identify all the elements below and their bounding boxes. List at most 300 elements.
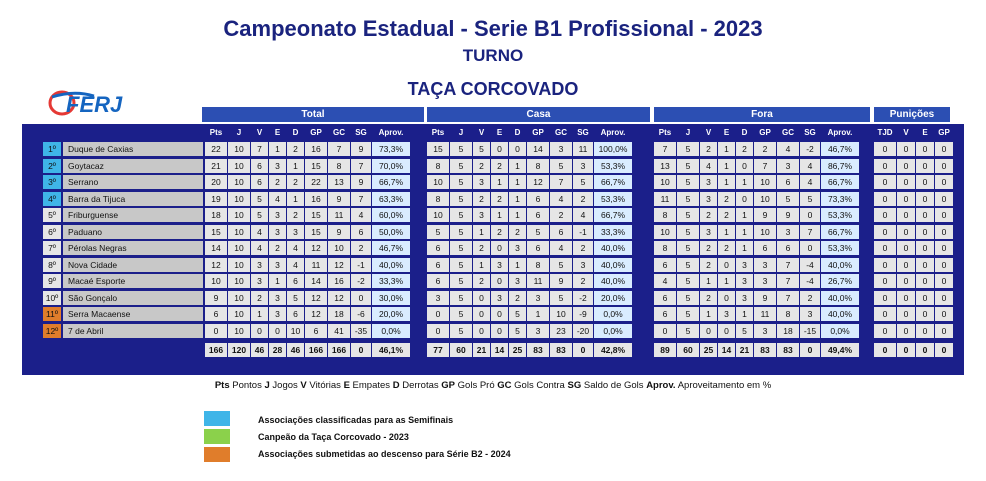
punicoes-cell: 0	[916, 142, 934, 156]
total-v-cell: 6	[251, 175, 268, 189]
table-row	[43, 158, 953, 174]
casa-sg-cell: 3	[573, 258, 593, 272]
casa-e-cell: 2	[491, 159, 508, 173]
table-row	[43, 240, 953, 256]
total-pts-cell: 0	[205, 324, 227, 338]
punicoes-cell: 0	[935, 343, 953, 357]
casa-j-cell: 5	[450, 208, 472, 222]
fora-aprov-cell: 40,0%	[821, 258, 859, 272]
punicoes-cell: 0	[874, 142, 896, 156]
punicoes-cell: 0	[897, 175, 915, 189]
fora-j-cell: 5	[677, 307, 699, 321]
position-cell: 6º	[43, 225, 61, 239]
fora-pts-cell: 8	[654, 208, 676, 222]
fora-v-cell: 1	[700, 274, 717, 288]
total-v-cell: 5	[251, 192, 268, 206]
group-total: Total	[202, 107, 424, 122]
position-cell: 11º	[43, 307, 61, 321]
fora-d-cell: 3	[736, 274, 753, 288]
fora-j-cell: 5	[677, 241, 699, 255]
total-gc-cell: 11	[328, 208, 350, 222]
punicoes-cell: 0	[897, 324, 915, 338]
casa-sg-cell: -9	[573, 307, 593, 321]
total-e-cell: 2	[269, 175, 286, 189]
casa-d-cell: 2	[509, 225, 526, 239]
abbrev-key: GP	[441, 380, 456, 391]
total-v-cell: 5	[251, 208, 268, 222]
punicoes-cell: 0	[874, 307, 896, 321]
casa-j-cell: 5	[450, 142, 472, 156]
casa-j-cell: 5	[450, 274, 472, 288]
total-e-cell: 3	[269, 208, 286, 222]
total-pts-cell: 21	[205, 159, 227, 173]
header-total-6: GC	[333, 128, 345, 137]
casa-j-cell: 60	[450, 343, 472, 357]
total-pts-cell: 12	[205, 258, 227, 272]
fora-v-cell: 2	[700, 258, 717, 272]
casa-pts-cell: 10	[427, 208, 449, 222]
team-name: São Gonçalo	[63, 291, 203, 305]
casa-gc-cell: 6	[550, 225, 572, 239]
punicoes-cell: 0	[916, 241, 934, 255]
total-d-cell: 4	[287, 241, 304, 255]
total-d-cell: 5	[287, 291, 304, 305]
casa-pts-cell: 3	[427, 291, 449, 305]
fora-gc-cell: 18	[777, 324, 799, 338]
punicoes-cell: 0	[874, 324, 896, 338]
casa-sg-cell: -20	[573, 324, 593, 338]
fora-sg-cell: 0	[800, 208, 820, 222]
header-fora-4: D	[741, 128, 748, 137]
total-gc-cell: 13	[328, 175, 350, 189]
legend-text-semifinal: Associações classificadas para as Semifinais	[258, 415, 454, 425]
casa-gc-cell: 3	[550, 142, 572, 156]
punicoes-cell: 0	[897, 307, 915, 321]
fora-gc-cell: 7	[777, 291, 799, 305]
total-sg-cell: -35	[351, 324, 371, 338]
casa-gp-cell: 14	[527, 142, 549, 156]
total-gc-cell: 166	[328, 343, 350, 357]
punicoes-cell: 0	[897, 225, 915, 239]
fora-gc-cell: 8	[777, 307, 799, 321]
casa-gp-cell: 6	[527, 192, 549, 206]
total-d-cell: 1	[287, 192, 304, 206]
punicoes-cell: 0	[916, 159, 934, 173]
total-aprov-cell: 63,3%	[372, 192, 410, 206]
legend-text-champion: Canpeão da Taça Corcovado - 2023	[258, 432, 409, 442]
table-row	[43, 290, 953, 306]
total-aprov-cell: 33,3%	[372, 274, 410, 288]
fora-d-cell: 1	[736, 175, 753, 189]
casa-e-cell: 2	[491, 225, 508, 239]
fora-gp-cell: 9	[754, 208, 776, 222]
fora-v-cell: 3	[700, 175, 717, 189]
fora-e-cell: 1	[718, 274, 735, 288]
abbrev-key: E	[343, 380, 350, 391]
casa-aprov-cell: 66,7%	[594, 208, 632, 222]
total-gc-cell: 7	[328, 142, 350, 156]
fora-sg-cell: -4	[800, 274, 820, 288]
punicoes-cell: 0	[916, 175, 934, 189]
fora-aprov-cell: 40,0%	[821, 291, 859, 305]
punicoes-cell: 0	[874, 159, 896, 173]
total-d-cell: 6	[287, 307, 304, 321]
fora-v-cell: 2	[700, 142, 717, 156]
fora-e-cell: 3	[718, 307, 735, 321]
casa-v-cell: 0	[473, 291, 490, 305]
casa-e-cell: 2	[491, 192, 508, 206]
casa-gc-cell: 5	[550, 291, 572, 305]
total-aprov-cell: 0,0%	[372, 324, 410, 338]
casa-d-cell: 3	[509, 241, 526, 255]
total-pts-cell: 9	[205, 291, 227, 305]
punicoes-cell: 0	[897, 258, 915, 272]
abbrev-value: Pontos	[232, 380, 262, 391]
punicoes-cell: 0	[874, 274, 896, 288]
abbrev-value: Jogos	[272, 380, 298, 391]
casa-gc-cell: 23	[550, 324, 572, 338]
team-name: Paduano	[63, 225, 203, 239]
casa-pts-cell: 5	[427, 225, 449, 239]
fora-sg-cell: -2	[800, 142, 820, 156]
position-cell: 7º	[43, 241, 61, 255]
casa-sg-cell: 2	[573, 192, 593, 206]
fora-v-cell: 3	[700, 225, 717, 239]
total-gp-cell: 22	[305, 175, 327, 189]
abbrev-key: J	[264, 380, 270, 391]
fora-j-cell: 5	[677, 274, 699, 288]
total-gp-cell: 12	[305, 241, 327, 255]
total-j-cell: 10	[228, 175, 250, 189]
fora-sg-cell: -15	[800, 324, 820, 338]
punicoes-cell: 0	[874, 225, 896, 239]
casa-sg-cell: 0	[573, 343, 593, 357]
casa-j-cell: 5	[450, 159, 472, 173]
header-fora-7: SG	[804, 128, 816, 137]
casa-gp-cell: 11	[527, 274, 549, 288]
fora-sg-cell: 4	[800, 175, 820, 189]
fora-e-cell: 2	[718, 208, 735, 222]
total-sg-cell: 0	[351, 291, 371, 305]
fora-sg-cell: 2	[800, 291, 820, 305]
casa-e-cell: 3	[491, 291, 508, 305]
fora-sg-cell: 4	[800, 159, 820, 173]
fora-e-cell: 0	[718, 258, 735, 272]
casa-sg-cell: 11	[573, 142, 593, 156]
punicoes-cell: 0	[916, 274, 934, 288]
fora-j-cell: 5	[677, 208, 699, 222]
team-name: Serra Macaense	[63, 307, 203, 321]
fora-pts-cell: 89	[654, 343, 676, 357]
header-punicoes-1: V	[903, 128, 909, 137]
fora-aprov-cell: 66,7%	[821, 225, 859, 239]
total-sg-cell: 6	[351, 225, 371, 239]
total-gp-cell: 16	[305, 192, 327, 206]
total-gc-cell: 9	[328, 225, 350, 239]
casa-aprov-cell: 20,0%	[594, 291, 632, 305]
total-j-cell: 10	[228, 192, 250, 206]
total-pts-cell: 22	[205, 142, 227, 156]
total-aprov-cell: 70,0%	[372, 159, 410, 173]
total-j-cell: 10	[228, 159, 250, 173]
casa-v-cell: 3	[473, 208, 490, 222]
table-row	[43, 174, 953, 190]
casa-aprov-cell: 100,0%	[594, 142, 632, 156]
casa-gp-cell: 83	[527, 343, 549, 357]
legend-text-relegation: Associações submetidas ao descenso para Série B2 - 2024	[258, 449, 511, 459]
fora-gc-cell: 83	[777, 343, 799, 357]
punicoes-cell: 0	[897, 142, 915, 156]
table-row	[43, 224, 953, 240]
fora-gp-cell: 11	[754, 307, 776, 321]
casa-e-cell: 0	[491, 307, 508, 321]
position-cell: 5º	[43, 208, 61, 222]
punicoes-cell: 0	[935, 258, 953, 272]
casa-d-cell: 1	[509, 208, 526, 222]
total-aprov-cell: 46,1%	[372, 343, 410, 357]
casa-pts-cell: 6	[427, 241, 449, 255]
fora-aprov-cell: 49,4%	[821, 343, 859, 357]
total-sg-cell: 9	[351, 175, 371, 189]
total-pts-cell: 19	[205, 192, 227, 206]
casa-sg-cell: 2	[573, 241, 593, 255]
fora-d-cell: 1	[736, 307, 753, 321]
total-sg-cell: 2	[351, 241, 371, 255]
casa-aprov-cell: 40,0%	[594, 258, 632, 272]
punicoes-cell: 0	[935, 324, 953, 338]
total-aprov-cell: 46,7%	[372, 241, 410, 255]
fora-aprov-cell: 26,7%	[821, 274, 859, 288]
header-total-3: E	[274, 128, 281, 137]
fora-pts-cell: 10	[654, 225, 676, 239]
casa-pts-cell: 15	[427, 142, 449, 156]
fora-gp-cell: 3	[754, 258, 776, 272]
punicoes-cell: 0	[916, 291, 934, 305]
team-name: 7 de Abril	[63, 324, 203, 338]
team-name: Nova Cidade	[63, 258, 203, 272]
position-cell: 12º	[43, 324, 61, 338]
casa-gp-cell: 8	[527, 159, 549, 173]
casa-v-cell: 2	[473, 274, 490, 288]
header-total-5: GP	[310, 128, 322, 137]
total-d-cell: 2	[287, 175, 304, 189]
casa-pts-cell: 6	[427, 274, 449, 288]
total-j-cell: 10	[228, 291, 250, 305]
total-e-cell: 3	[269, 258, 286, 272]
casa-v-cell: 2	[473, 192, 490, 206]
fora-gp-cell: 2	[754, 142, 776, 156]
fora-e-cell: 1	[718, 142, 735, 156]
fora-v-cell: 2	[700, 241, 717, 255]
casa-sg-cell: -1	[573, 225, 593, 239]
casa-gc-cell: 83	[550, 343, 572, 357]
fora-aprov-cell: 53,3%	[821, 208, 859, 222]
group-punicoes: Punições	[874, 107, 950, 122]
abbrev-value: Saldo de Gols	[583, 380, 644, 391]
total-gc-cell: 8	[328, 159, 350, 173]
casa-gc-cell: 9	[550, 274, 572, 288]
header-fora-2: V	[705, 128, 712, 137]
casa-d-cell: 2	[509, 291, 526, 305]
casa-e-cell: 1	[491, 175, 508, 189]
punicoes-cell: 0	[935, 175, 953, 189]
header-casa-6: GC	[555, 128, 567, 137]
fora-pts-cell: 13	[654, 159, 676, 173]
punicoes-cell: 0	[935, 208, 953, 222]
punicoes-cell: 0	[916, 208, 934, 222]
total-j-cell: 10	[228, 258, 250, 272]
total-v-cell: 6	[251, 159, 268, 173]
total-gc-cell: 16	[328, 274, 350, 288]
casa-gc-cell: 7	[550, 175, 572, 189]
position-cell: 8º	[43, 258, 61, 272]
fora-j-cell: 5	[677, 225, 699, 239]
total-gp-cell: 15	[305, 208, 327, 222]
position-cell: 10º	[43, 291, 61, 305]
punicoes-cell: 0	[916, 343, 934, 357]
total-pts-cell: 14	[205, 241, 227, 255]
casa-aprov-cell: 33,3%	[594, 225, 632, 239]
team-name: Goytacaz	[63, 159, 203, 173]
total-d-cell: 6	[287, 274, 304, 288]
total-sg-cell: -1	[351, 258, 371, 272]
punicoes-cell: 0	[897, 343, 915, 357]
total-j-cell: 10	[228, 324, 250, 338]
casa-aprov-cell: 53,3%	[594, 192, 632, 206]
punicoes-cell: 0	[897, 274, 915, 288]
header-fora-5: GP	[759, 128, 771, 137]
punicoes-cell: 0	[935, 241, 953, 255]
total-d-cell: 10	[287, 324, 304, 338]
total-j-cell: 10	[228, 225, 250, 239]
total-d-cell: 3	[287, 225, 304, 239]
casa-v-cell: 2	[473, 241, 490, 255]
total-aprov-cell: 66,7%	[372, 175, 410, 189]
page-subtitle: TURNO	[462, 46, 524, 65]
header-total-8: Aprov.	[378, 128, 404, 137]
total-sg-cell: 7	[351, 192, 371, 206]
casa-gp-cell: 3	[527, 324, 549, 338]
total-v-cell: 4	[251, 225, 268, 239]
casa-sg-cell: 5	[573, 175, 593, 189]
punicoes-cell: 0	[916, 258, 934, 272]
fora-v-cell: 25	[700, 343, 717, 357]
fora-j-cell: 5	[677, 258, 699, 272]
punicoes-cell: 0	[935, 142, 953, 156]
fora-gp-cell: 10	[754, 175, 776, 189]
total-aprov-cell: 60,0%	[372, 208, 410, 222]
total-gc-cell: 12	[328, 258, 350, 272]
casa-aprov-cell: 66,7%	[594, 175, 632, 189]
total-e-cell: 3	[269, 307, 286, 321]
header-casa-7: SG	[577, 128, 589, 137]
casa-v-cell: 1	[473, 225, 490, 239]
casa-j-cell: 5	[450, 175, 472, 189]
total-sg-cell: 9	[351, 142, 371, 156]
abbrev-value: Gols Contra	[514, 380, 565, 391]
total-e-cell: 3	[269, 291, 286, 305]
team-name: Barra da Tijuca	[63, 192, 203, 206]
total-j-cell: 10	[228, 241, 250, 255]
casa-j-cell: 5	[450, 291, 472, 305]
total-sg-cell: 4	[351, 208, 371, 222]
total-d-cell: 46	[287, 343, 304, 357]
total-e-cell: 3	[269, 159, 286, 173]
position-cell: 9º	[43, 274, 61, 288]
fora-e-cell: 14	[718, 343, 735, 357]
casa-e-cell: 0	[491, 142, 508, 156]
fora-e-cell: 1	[718, 159, 735, 173]
fora-gp-cell: 10	[754, 192, 776, 206]
total-gc-cell: 9	[328, 192, 350, 206]
page-title: Campeonato Estadual - Serie B1 Profissional - 2023	[223, 16, 763, 41]
fora-e-cell: 1	[718, 175, 735, 189]
fora-pts-cell: 4	[654, 274, 676, 288]
punicoes-cell: 0	[935, 192, 953, 206]
fora-d-cell: 2	[736, 142, 753, 156]
fora-pts-cell: 0	[654, 324, 676, 338]
header-casa-4: D	[514, 128, 521, 137]
logo-text: FERJ	[66, 92, 123, 117]
casa-gp-cell: 6	[527, 208, 549, 222]
position-cell: 1º	[43, 142, 61, 156]
abbrev-key: Pts	[214, 380, 230, 391]
header-casa-3: E	[496, 128, 503, 137]
header-total-2: V	[256, 128, 263, 137]
total-v-cell: 1	[251, 307, 268, 321]
casa-aprov-cell: 0,0%	[594, 324, 632, 338]
fora-j-cell: 5	[677, 175, 699, 189]
casa-pts-cell: 6	[427, 258, 449, 272]
punicoes-cell: 0	[874, 192, 896, 206]
punicoes-cell: 0	[897, 159, 915, 173]
total-pts-cell: 20	[205, 175, 227, 189]
fora-v-cell: 1	[700, 307, 717, 321]
total-gp-cell: 11	[305, 258, 327, 272]
fora-e-cell: 2	[718, 192, 735, 206]
casa-gc-cell: 4	[550, 192, 572, 206]
casa-gp-cell: 12	[527, 175, 549, 189]
team-name: Friburguense	[63, 208, 203, 222]
total-sg-cell: -6	[351, 307, 371, 321]
team-name: Pérolas Negras	[63, 241, 203, 255]
fora-d-cell: 5	[736, 324, 753, 338]
casa-d-cell: 0	[509, 142, 526, 156]
ferj-logo	[44, 88, 164, 118]
total-d-cell: 1	[287, 159, 304, 173]
casa-pts-cell: 77	[427, 343, 449, 357]
header-total-7: SG	[355, 128, 367, 137]
casa-gp-cell: 8	[527, 258, 549, 272]
fora-gc-cell: 7	[777, 258, 799, 272]
header-punicoes-3: GP	[938, 128, 950, 137]
punicoes-cell: 0	[874, 208, 896, 222]
casa-e-cell: 14	[491, 343, 508, 357]
abbrev-key: Aprov.	[646, 380, 676, 391]
casa-gp-cell: 6	[527, 241, 549, 255]
punicoes-cell: 0	[935, 291, 953, 305]
table-row	[43, 191, 953, 207]
casa-d-cell: 1	[509, 192, 526, 206]
total-v-cell: 3	[251, 258, 268, 272]
casa-j-cell: 5	[450, 192, 472, 206]
casa-aprov-cell: 0,0%	[594, 307, 632, 321]
casa-e-cell: 3	[491, 258, 508, 272]
fora-e-cell: 2	[718, 241, 735, 255]
punicoes-cell: 0	[897, 241, 915, 255]
total-v-cell: 0	[251, 324, 268, 338]
total-v-cell: 46	[251, 343, 268, 357]
